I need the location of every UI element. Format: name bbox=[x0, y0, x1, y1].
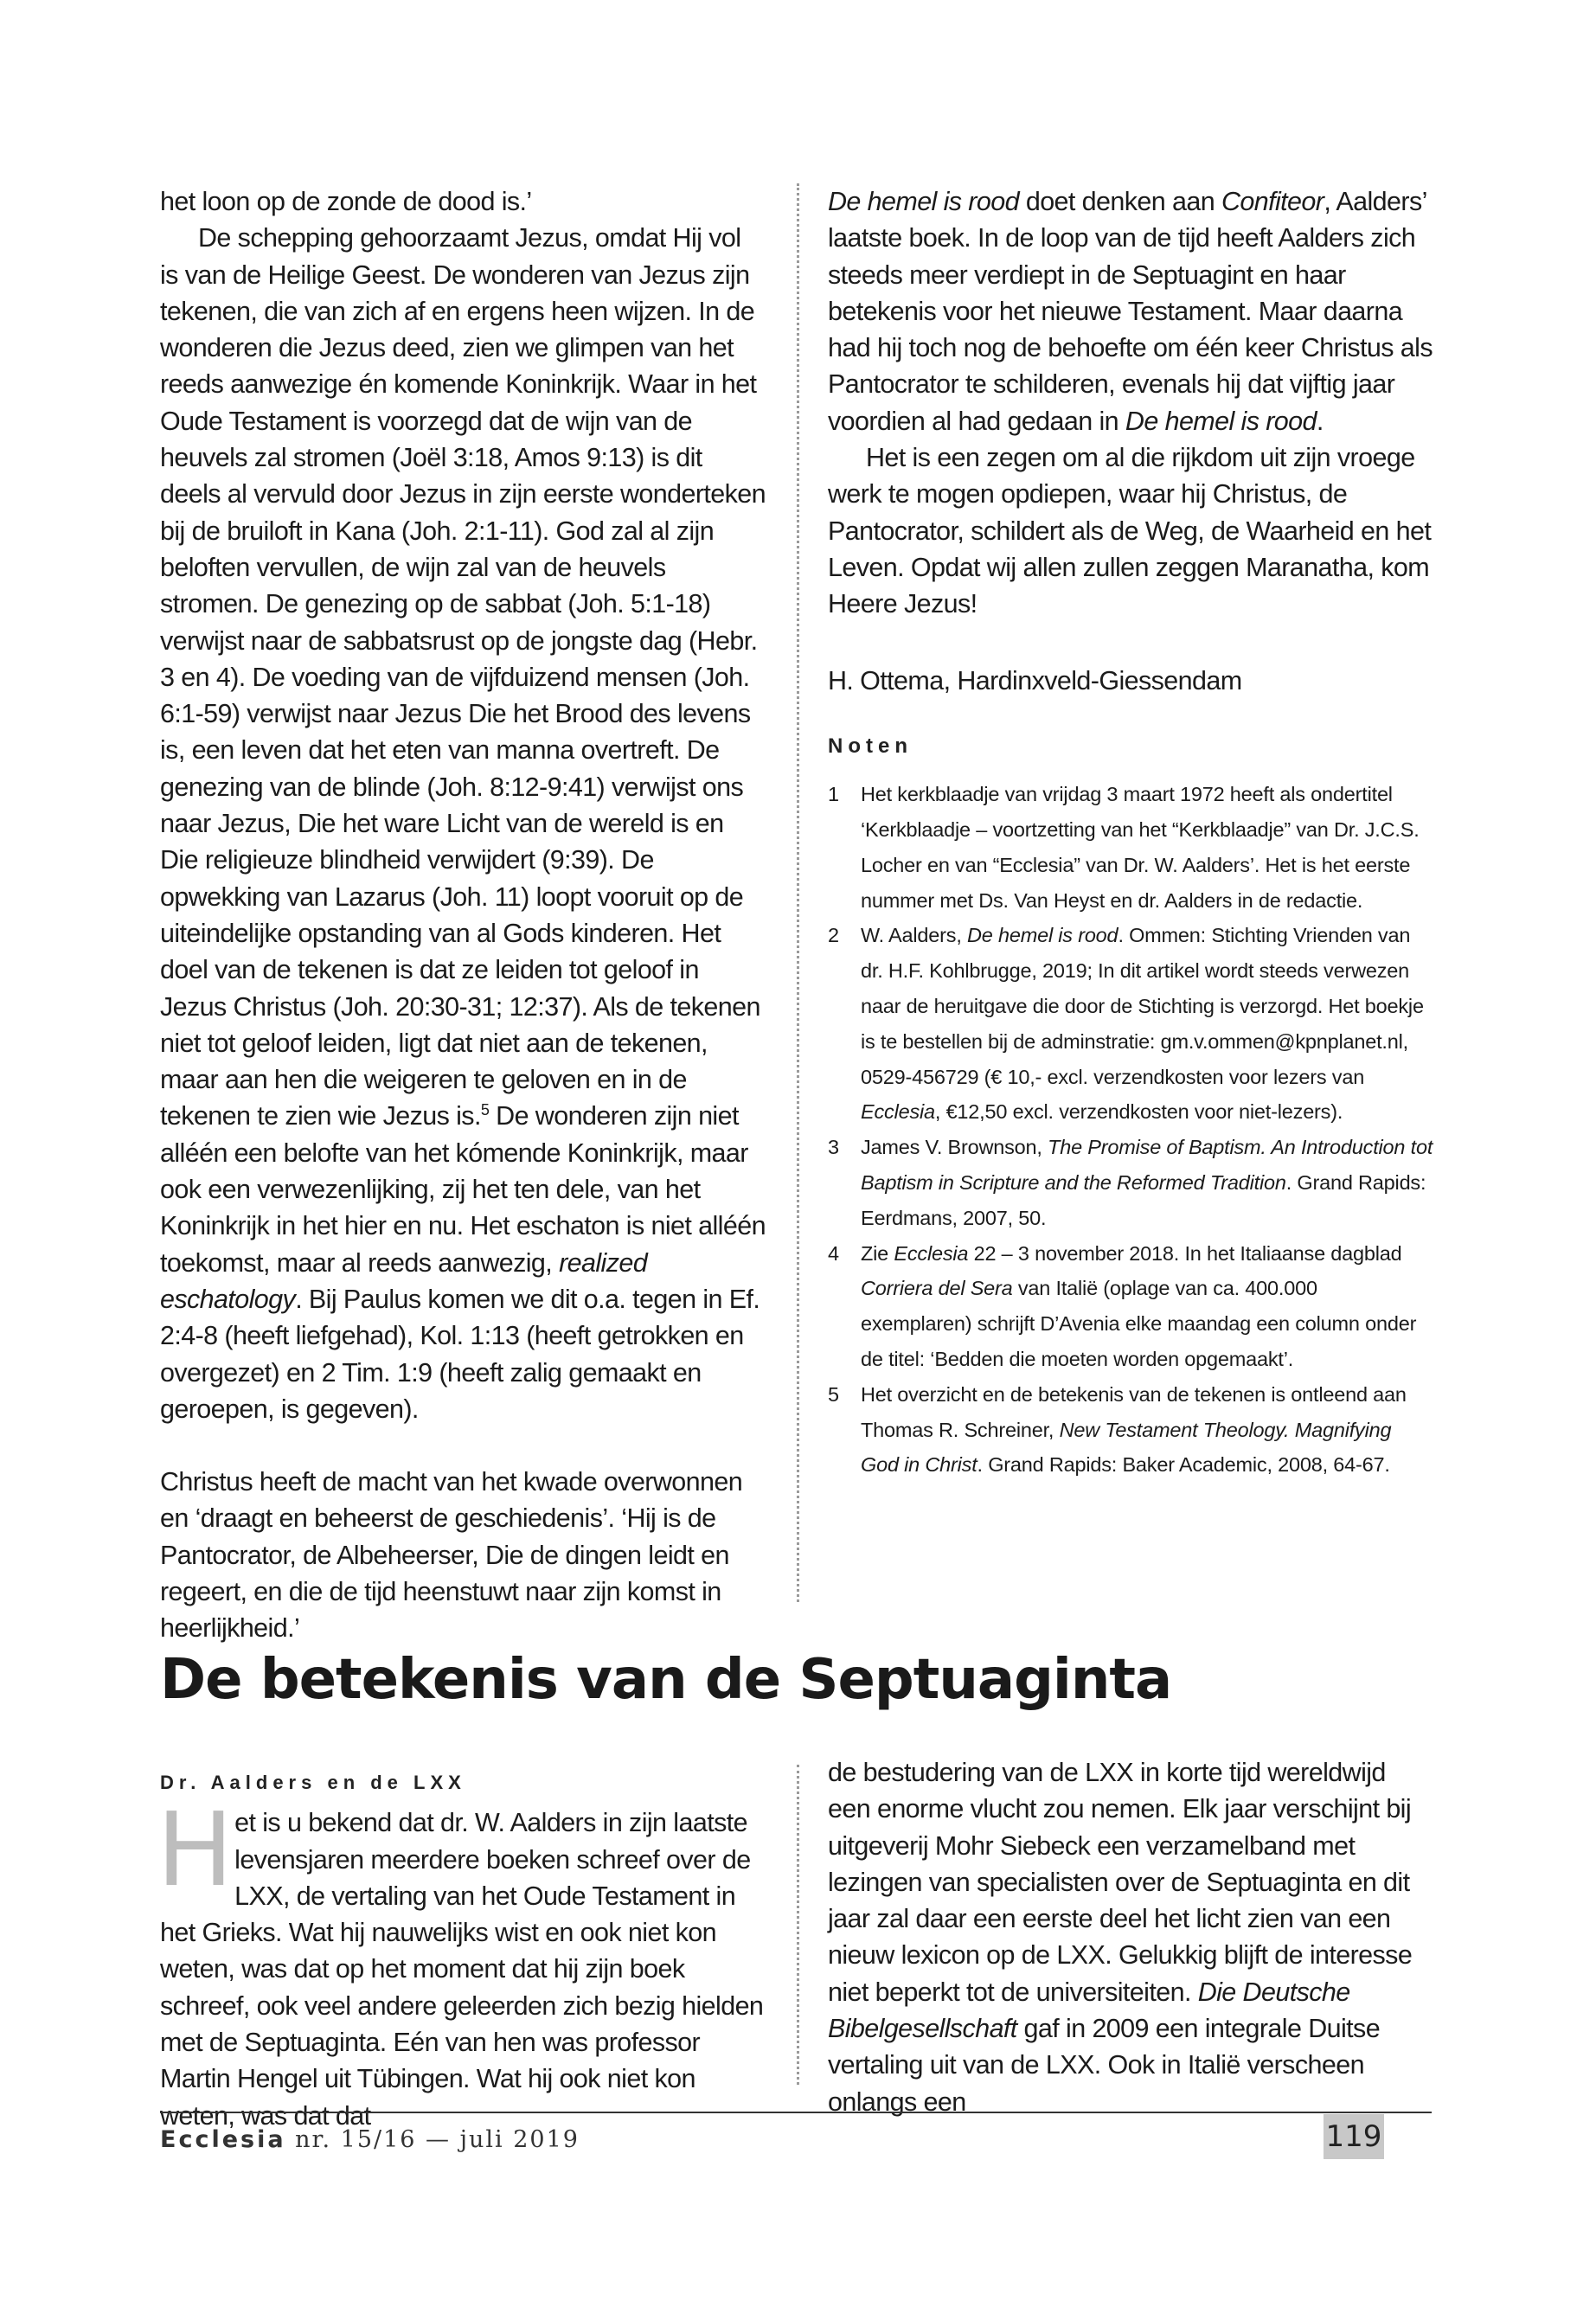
author-signature: H. Ottema, Hardinxveld-Giessendam bbox=[828, 665, 1242, 695]
article-right-column bbox=[828, 1754, 1433, 2120]
notes-heading: Noten bbox=[828, 734, 913, 758]
footnote-5: 5 Het overzicht en de betekenis van de tekenen is ontleend aan Thomas R. Schreiner, New Testament Theology. Magnifying God in Christ. Grand Rapids: Baker Academic, 2008, 64-67. bbox=[828, 1382, 1407, 1477]
footnote-3: 3 James V. Brownson, The Promise of Baptism. An Introduction tot Baptism in Scripture and the Reformed Tradition. Grand Rapids: Eerdmans, 2007, 50. bbox=[828, 1136, 1433, 1229]
paragraph-hemel: De hemel is rood doet denken aan Confiteor, Aalders’ laatste boek. In de loop van de tijd heeft Aalders zich steeds meer verdiept in de Septuagint en haar betekenis voor het nieuwe Testament. Maar daarna had hij toch nog de behoefte om één keer Christus als Pantocrator te schilderen, evenals hij dat vijftig jaar voordien al had gedaan in De hemel is rood. bbox=[828, 187, 1433, 436]
footnote-4: 4 Zie Ecclesia 22 – 3 november 2018. In het Italiaanse dagblad Corriera del Sera van Italië (oplage van ca. 400.000 exemplaren) schrijft D’Avenia elke maandag een column onder de titel: ‘Bedden die moeten worden opgemaakt’. bbox=[828, 1241, 1417, 1370]
article-left-column bbox=[157, 1765, 766, 2134]
left-column-top bbox=[160, 183, 766, 1647]
article-paragraph-intro: Het is u bekend dat dr. W. Aalders in zijn laatste levensjaren meerdere boeken schreef over de LXX, de vertaling van het Oude Testament in het Grieks. Wat hij nauwelijks wist en ook niet kon weten, was dat op het moment dat hij zijn boek schreef, ook veel andere geleerden zich bezig hielden met de Septuaginta. Eén van hen was professor Martin Hengel uit Tübingen. Wat hij ook niet kon weten, was dat dat bbox=[157, 1790, 764, 2131]
footer-issue-info: Ecclesia nr. 15/16 — juli 2019 bbox=[160, 2126, 580, 2153]
article-paragraph-continued: de bestudering van de LXX in korte tijd wereldwijd een enorme vlucht zou nemen. Elk jaar verschijnt bij uitgeverij Mohr Siebeck een verzamelband met lezingen van specialisten over de Septuaginta en dit jaar zal daar een eerste deel het licht zien van een nieuw lexicon op de LXX. Gelukkig blijft de interesse niet beperkt tot de universiteiten. Die Deutsche Bibelgesellschaft gaf in 2009 een integrale Duitse vertaling uit van de LXX. Ook in Italië verscheen onlangs een bbox=[828, 1758, 1413, 2117]
paragraph-continued: het loon op de zonde de dood is.’ bbox=[160, 187, 532, 216]
footnote-ref-5: 5 bbox=[480, 1101, 490, 1119]
page-number: 119 bbox=[1324, 2114, 1384, 2159]
paragraph-wonders: De schepping gehoorzaamt Jezus, omdat Hij vol is van de Heilige Geest. De wonderen van Jezus zijn tekenen, die van zich af en ergens heen wijzen. In de wonderen die Jezus deed, zien we glimpen van het reeds aanwezige én komende Koninkrijk. Waar in het Oude Testament is voorzegd dat de wijn van de heuvels zal stromen (Joël 3:18, Amos 9:13) is dit deels al vervuld door Jezus in zijn eerste wonderteken bij de bruiloft in Kana (Joh. 2:1-11). God zal al zijn beloften vervullen, de wijn zal van de heuvels stromen. De genezing op de sabbat (Joh. 5:1-18) verwijst naar de sabbatsrust op de jongste dag (Hebr. 3 en 4). De voeding van de vijfduizend mensen (Joh. 6:1-59) verwijst naar Jezus Die het Brood des levens is, een leven dat het eten van manna overtreft. De genezing van de blinde (Joh. 8:12-9:41) verwijst ons naar Jezus, Die het ware Licht van de wereld is en Die religieuze blindheid verwijdert (9:39). De opwekking van Lazarus (Joh. 11) loopt vooruit op de uiteindelijke opstanding van al Gods kinderen. Het doel van de tekenen is dat ze leiden tot geloof in Jezus Christus (Joh. 20:30-31; 12:37). Als de tekenen niet tot geloof leiden, ligt dat niet aan de tekenen, maar aan hen die weigeren te geloven en in de tekenen te zien wie Jezus is.$^5$ De wonderen zijn niet alléén een belofte van het kómende Koninkrijk, maar ook een verwezenlijking, zij het ten dele, van het Koninkrijk in het hier en nu. Het eschaton is niet alléén toekomst, maar al reeds aanwezig, realized eschatology. Bij Paulus komen we dit o.a. tegen in Ef. 2:4-8 (heeft liefgehad), Kol. 1:13 (heeft getrokken en overgezet) en 2 Tim. 1:9 (heeft zalig gemaakt en geroepen, is gegeven). bbox=[160, 223, 766, 1424]
drop-cap: H bbox=[157, 1790, 234, 1910]
article-subhead: Dr. Aalders en de LXX bbox=[160, 1772, 466, 1793]
footer-rule bbox=[160, 2112, 1432, 2113]
article-headline: De betekenis van de Septuaginta bbox=[160, 1648, 1172, 1712]
column-divider-top bbox=[797, 183, 799, 1602]
right-column-top bbox=[828, 183, 1433, 1483]
footnote-2: 2 W. Aalders, De hemel is rood. Ommen: Stichting Vrienden van dr. H.F. Kohlbrugge, 2019; In dit artikel wordt steeds verwezen naar de heruitgave die door de Stichting is verzorgd. Het boekje is te bestellen bij de adminstratie: gm.v.ommen@kpnplanet.nl, 0529-456729 (€ 10,- excl. verzendkosten voor lezers van Ecclesia, €12,50 excl. verzendkosten voor niet-lezers). bbox=[828, 924, 1424, 1124]
footnote-1: 1 Het kerkblaadje van vrijdag 3 maart 1972 heeft als ondertitel ‘Kerkblaadje – voortzetting van het “Kerkblaadje” van Dr. J.C.S. Locher en van “Ecclesia” van Dr. W. Aalders’. Het is het eerste nummer met Ds. Van Heyst en dr. Aalders in de redactie. bbox=[828, 783, 1420, 912]
column-divider-bottom bbox=[797, 1765, 799, 2085]
paragraph-zegen: Het is een zegen om al die rijkdom uit zijn vroege werk te mogen opdiepen, waar hij Christus, de Pantocrator, schildert als de Weg, de Waarheid en het Leven. Opdat wij allen zullen zeggen Maranatha, kom Heere Jezus! bbox=[828, 443, 1432, 619]
magazine-name: Ecclesia bbox=[160, 2126, 286, 2153]
paragraph-pantocrator: Christus heeft de macht van het kwade overwonnen en ‘draagt en beheerst de geschiedenis’. ‘Hij is de Pantocrator, de Albeheerser, Die de dingen leidt en regeert, en die de tijd heenstuwt naar zijn komst in heerlijkheid.’ bbox=[160, 1467, 743, 1644]
